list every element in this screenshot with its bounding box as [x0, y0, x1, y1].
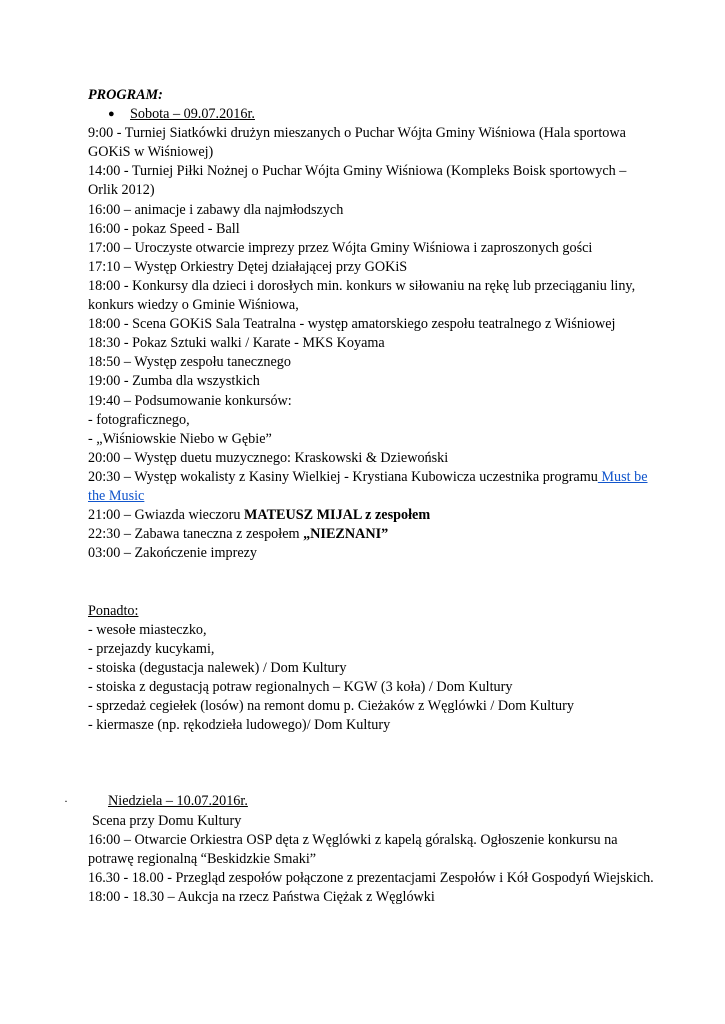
- schedule-item-text: 20:30 – Występ wokalisty z Kasiny Wielkiej - Krystiana Kubowicza uczestnika programu: [88, 468, 598, 485]
- schedule-item: 17:00 – Uroczyste otwarcie imprezy przez Wójta Gminy Wiśniowa i zaproszonych gości: [88, 239, 593, 256]
- sunday-heading-line: [64, 792, 658, 811]
- sunday-venue: Scena przy Domu Kultury: [92, 812, 242, 829]
- program-content: [64, 86, 658, 907]
- extras-item: - stoiska (degustacja nalewek) / Dom Kultury: [88, 659, 347, 676]
- schedule-item: 16:00 - pokaz Speed - Ball: [88, 220, 240, 237]
- schedule-item: 18:00 - Scena GOKiS Sala Teatralna - występ amatorskiego zespołu teatralnego z Wiśniowej: [88, 316, 616, 333]
- sunday-heading: Niedziela – 10.07.2016r.: [108, 793, 248, 810]
- band-name: „NIEZNANI”: [303, 526, 389, 543]
- headliner-name: MATEUSZ MIJAL z zespołem: [244, 507, 431, 524]
- extras-item: - kiermasze (np. rękodzieła ludowego)/ Dom Kultury: [88, 717, 391, 734]
- dot-bullet-icon: ·: [64, 794, 68, 809]
- program-title: PROGRAM:: [88, 87, 163, 103]
- extras-item: - przejazdy kucykami,: [88, 640, 215, 657]
- schedule-item: 16:00 – Otwarcie Orkiestra OSP dęta z Węglówki z kapelą góralską. Ogłoszenie konkursu na potrawę regionalną “Beskidzkie Smaki”: [88, 831, 618, 867]
- spacer: [88, 735, 658, 773]
- schedule-item: 20:00 – Występ duetu muzycznego: Kraskowski & Dziewoński: [88, 449, 449, 466]
- extras-item: - wesołe miasteczko,: [88, 621, 207, 638]
- schedule-item: 14:00 - Turniej Piłki Nożnej o Puchar Wójta Gminy Wiśniowa (Kompleks Boisk sportowych – Orlik 2012): [88, 163, 627, 199]
- saturday-heading-line: [88, 105, 658, 124]
- schedule-item-2030: [88, 468, 658, 506]
- schedule-item: 19:00 - Zumba dla wszystkich: [88, 373, 260, 390]
- must-be-the-music-link[interactable]: Must be the Music: [88, 468, 648, 504]
- schedule-item: 18:00 - Konkursy dla dzieci i dorosłych min. konkurs w siłowaniu na rękę lub przeciąganiu liny, konkurs wiedzy o Gminie Wiśniowa,: [88, 277, 636, 314]
- schedule-item: 16.30 - 18.00 - Przegląd zespołów połączone z prezentacjami Zespołów i Kół Gospodyń Wiejskich.: [88, 869, 654, 886]
- extras-item: - sprzedaż cegiełek (losów) na remont domu p. Cieżaków z Węglówki / Dom Kultury: [88, 698, 574, 714]
- schedule-item: 18:30 - Pokaz Sztuki walki / Karate - MKS Koyama: [88, 335, 385, 352]
- schedule-item-text: 22:30 – Zabawa taneczna z zespołem: [88, 526, 304, 543]
- bullet-icon: ●: [108, 108, 115, 121]
- spacer: [88, 563, 658, 601]
- schedule-item: 9:00 - Turniej Siatkówki drużyn mieszanych o Puchar Wójta Gminy Wiśniowa (Hala sportowa GOKiS w Wiśniowej): [88, 125, 626, 161]
- spacer: [88, 773, 658, 792]
- schedule-item: 03:00 – Zakończenie imprezy: [88, 545, 258, 562]
- schedule-item: - fotograficznego,: [88, 411, 190, 428]
- schedule-item: - „Wiśniowskie Niebo w Gębie”: [88, 430, 272, 447]
- extras-item: - stoiska z degustacją potraw regionalnych – KGW (3 koła) / Dom Kultury: [88, 678, 513, 695]
- schedule-item: 19:40 – Podsumowanie konkursów:: [88, 392, 292, 409]
- schedule-item: 16:00 – animacje i zabawy dla najmłodszych: [88, 201, 344, 218]
- schedule-item-2100: [88, 506, 658, 525]
- schedule-item: 17:10 – Występ Orkiestry Dętej działającej przy GOKiS: [88, 258, 408, 275]
- schedule-item-2230: [88, 525, 658, 544]
- saturday-heading: Sobota – 09.07.2016r.: [130, 106, 255, 123]
- schedule-item: 18:50 – Występ zespołu tanecznego: [88, 354, 291, 371]
- schedule-item: 18:00 - 18.30 – Aukcja na rzecz Państwa Ciężak z Węglówki: [88, 888, 435, 905]
- extras-heading: Ponadto:: [88, 602, 139, 619]
- schedule-item-text: 21:00 – Gwiazda wieczoru: [88, 507, 245, 524]
